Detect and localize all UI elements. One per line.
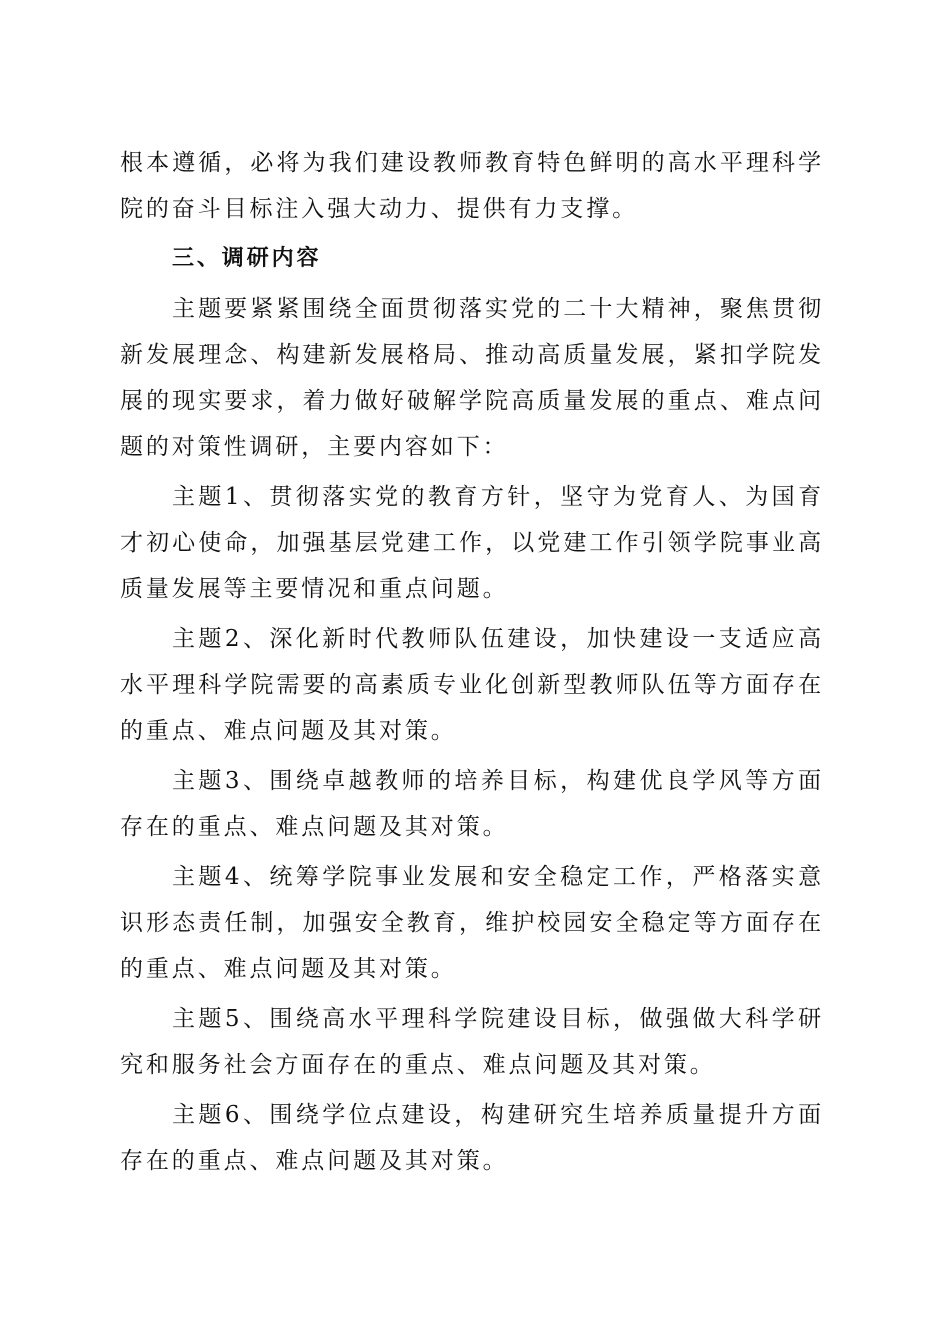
topic-2-paragraph: 主题2、深化新时代教师队伍建设，加快建设一支适应高水平理科学院需要的高素质专业化创新型教师队伍等方面存在的重点、难点问题及其对策。 xyxy=(120,626,824,744)
document-page xyxy=(120,140,824,1184)
topic-1-paragraph: 主题1、贯彻落实党的教育方针，坚守为党育人、为国育才初心使命，加强基层党建工作，以党建工作引领学院事业高质量发展等主要情况和重点问题。 xyxy=(120,484,824,602)
topic-6-paragraph: 主题6、围绕学位点建设，构建研究生培养质量提升方面存在的重点、难点问题及其对策。 xyxy=(120,1102,824,1174)
topic-5-paragraph: 主题5、围绕高水平理科学院建设目标，做强做大科学研究和服务社会方面存在的重点、难点问题及其对策。 xyxy=(120,1006,824,1078)
topic-3-paragraph: 主题3、围绕卓越教师的培养目标，构建优良学风等方面存在的重点、难点问题及其对策。 xyxy=(120,768,824,840)
section-heading: 三、调研内容 xyxy=(172,246,322,271)
intro-continuation-paragraph: 根本遵循，必将为我们建设教师教育特色鲜明的高水平理科学院的奋斗目标注入强大动力、提供有力支撑。 xyxy=(120,150,824,222)
section-intro-paragraph: 主题要紧紧围绕全面贯彻落实党的二十大精神，聚焦贯彻新发展理念、构建新发展格局、推动高质量发展，紧扣学院发展的现实要求，着力做好破解学院高质量发展的重点、难点问题的对策性调研，主要内容如下： xyxy=(120,296,824,460)
topic-4-paragraph: 主题4、统筹学院事业发展和安全稳定工作，严格落实意识形态责任制，加强安全教育，维护校园安全稳定等方面存在的重点、难点问题及其对策。 xyxy=(120,864,824,982)
